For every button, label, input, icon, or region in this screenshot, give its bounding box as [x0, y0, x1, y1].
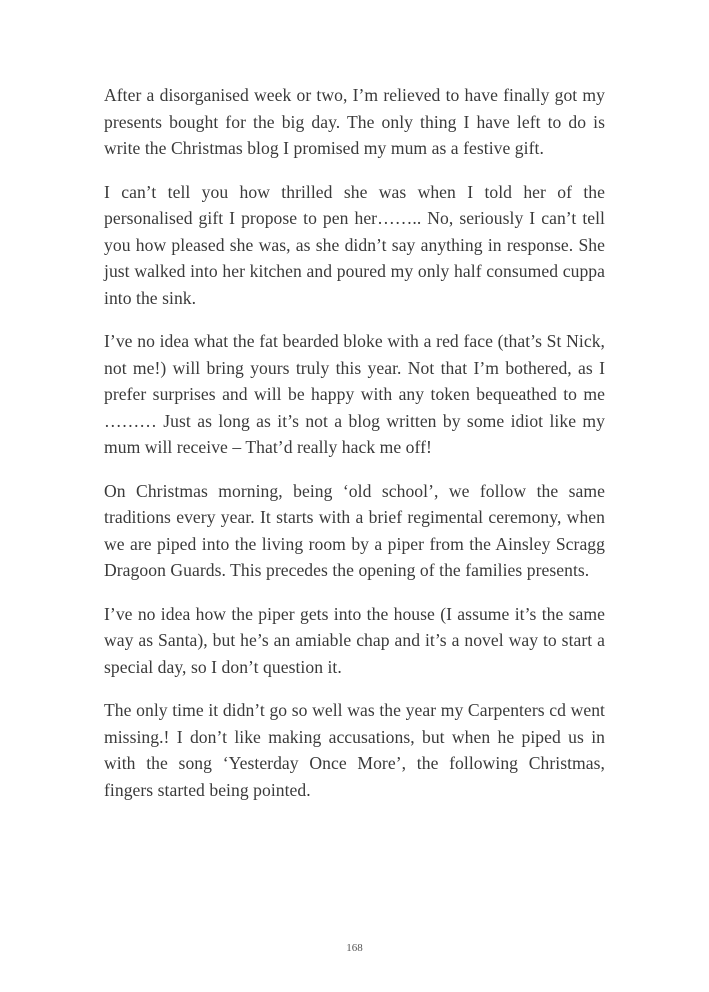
paragraph-6: The only time it didn’t go so well was the year my Carpenters cd went missing.! I don’t like making accusations, but when he piped us in with the song ‘Yesterday Once More’, the following Christmas, fingers started being pointed.	[104, 700, 605, 800]
page-number: 168	[346, 942, 363, 954]
body-text	[104, 82, 605, 820]
paragraph-2: I can’t tell you how thrilled she was when I told her of the personalised gift I propose to pen her…….. No, seriously I can’t tell you how pleased she was, as she didn’t say anything in response. She just walked into her kitchen and poured my only half consumed cuppa into the sink.	[104, 181, 605, 308]
paragraph-5: I’ve no idea how the piper gets into the house (I assume it’s the same way as Santa), but he’s an amiable chap and it’s a novel way to start a special day, so I don’t question it.	[104, 603, 605, 677]
paragraph-3: I’ve no idea what the fat bearded bloke with a red face (that’s St Nick, not me!) will bring yours truly this year. Not that I’m bothered, as I prefer surprises and will be happy with any token bequeathed to me ……… Just as long as it’s not a blog written by some idiot like my mum will receive – That’d really hack me off!	[104, 331, 605, 457]
paragraph-4: On Christmas morning, being ‘old school’, we follow the same traditions every year. It starts with a brief regimental ceremony, when we are piped into the living room by a piper from the Ainsley Scragg Dragoon Guards. This precedes the opening of the families presents.	[104, 480, 605, 580]
paragraph-1: After a disorganised week or two, I’m relieved to have finally got my presents bought for the big day. The only thing I have left to do is write the Christmas blog I promised my mum as a festive gift.	[104, 85, 605, 158]
